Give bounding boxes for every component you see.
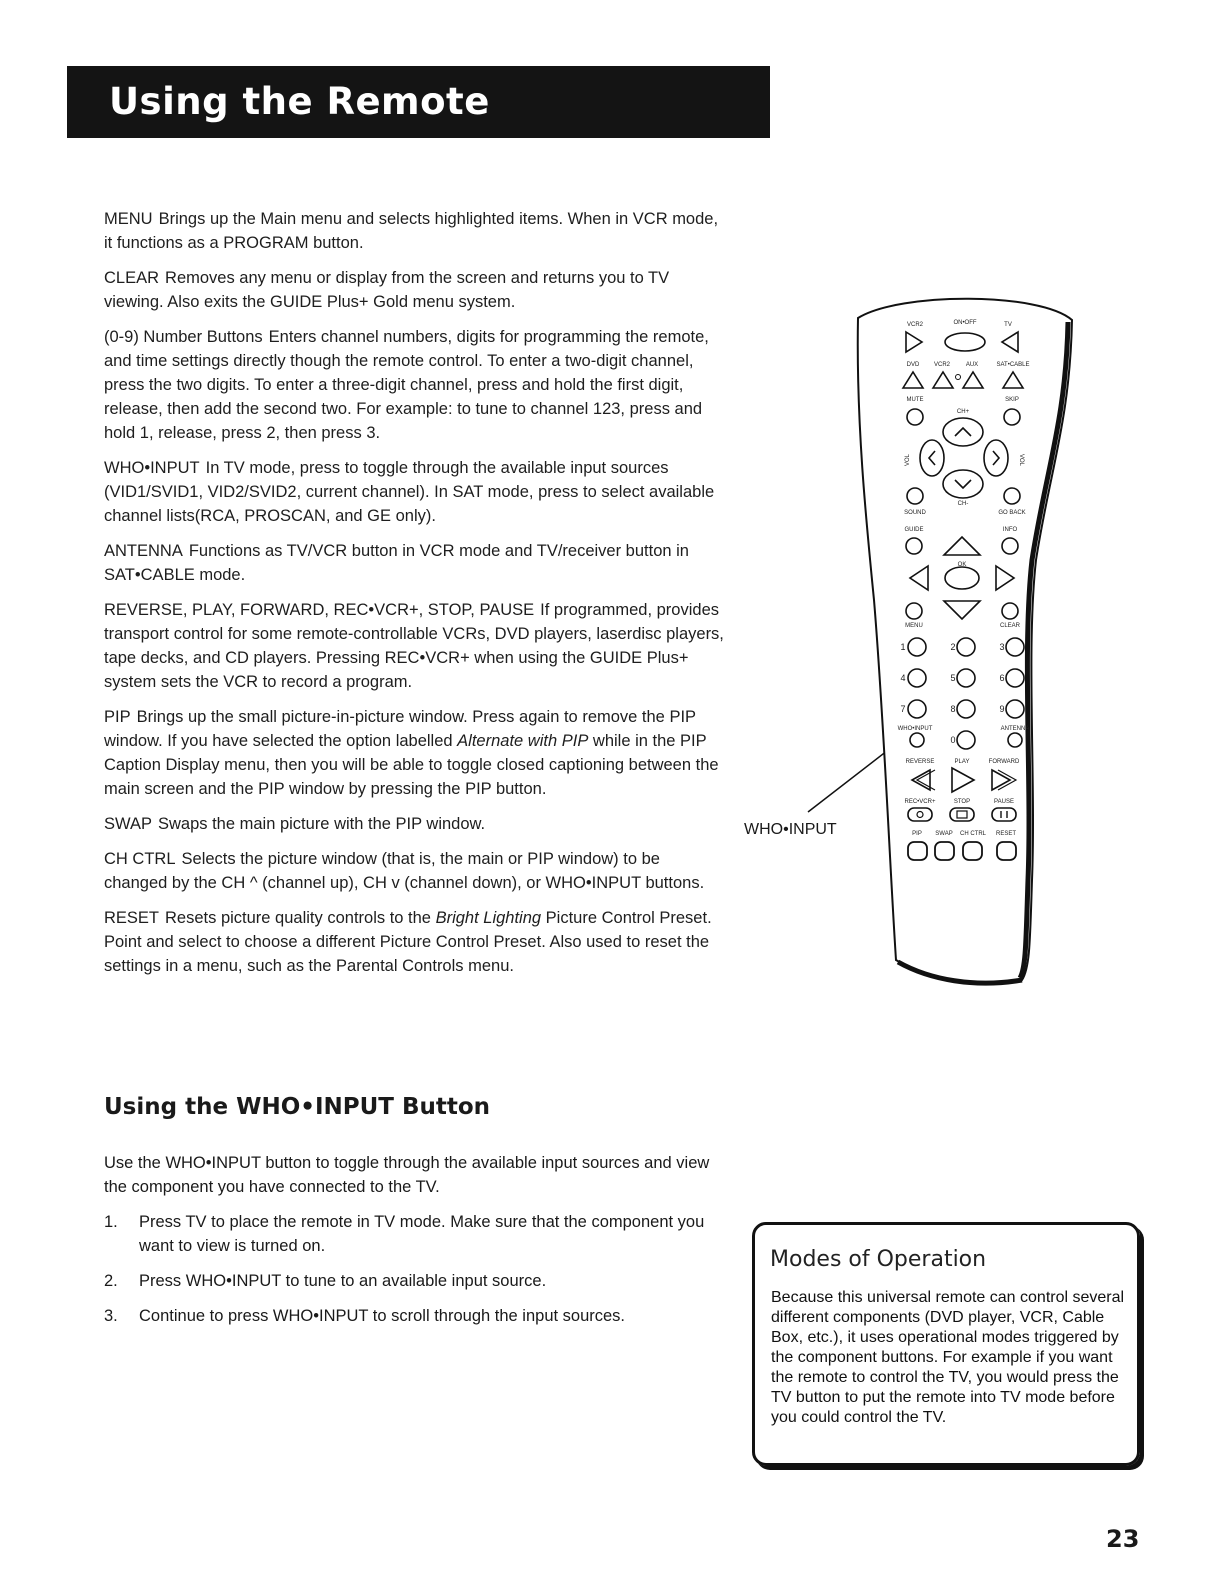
label-rec: REC•VCR+ (904, 799, 936, 805)
label-antenna: ANTENNA (1000, 726, 1030, 732)
label-dvd: DVD (906, 362, 920, 368)
list-item: 1. Press TV to place the remote in TV mode. Make sure that the component you want to view is turned on. (104, 1213, 705, 1255)
modes-of-operation-box (752, 1222, 1140, 1466)
label-forward: FORWARD (988, 759, 1020, 765)
desc-menu: MENU Brings up the Main menu and selects highlighted items. When in VCR mode, it functions as a PROGRAM button. (104, 210, 719, 252)
label-skip: SKIP (1005, 397, 1019, 403)
label-vcr2: VCR2 (933, 362, 951, 368)
label-clear: CLEAR (999, 623, 1021, 629)
label-digit-8: 8 (950, 704, 956, 714)
label-onoff: ON•OFF (953, 320, 977, 326)
label-ch-up: CH+ (956, 409, 970, 415)
label-sound: SOUND (904, 510, 926, 516)
desc-clear: CLEAR Removes any menu or display from the screen and returns you to TV viewing. Also exits the GUIDE Plus+ Gold menu system. (104, 269, 670, 311)
list-item: 3. Continue to press WHO•INPUT to scroll through the input sources. (104, 1307, 626, 1325)
desc-number-buttons: (0-9) Number Buttons Enters channel numbers, digits for programming the remote, and time settings directly though the remote control. To enter a two-digit channel, press the two digits. To enter a three-digit channel, press and hold the first digit, release, then add the second two. For example: to tune to channel 123, press and hold 1, release, press 2, then press 3. (104, 328, 709, 442)
label-ch-down: CH- (957, 501, 969, 507)
label-tv: TV (1004, 322, 1012, 328)
label-digit-1: 1 (900, 642, 906, 652)
label-goback: GO BACK (998, 510, 1026, 516)
label-chctrl: CH CTRL (959, 831, 987, 837)
label-pip: PIP (912, 831, 922, 837)
label-digit-7: 7 (900, 704, 906, 714)
label-digit-5: 5 (950, 673, 956, 683)
desc-ch-ctrl: CH CTRL Selects the picture window (that is, the main or PIP window) to be changed by the CH ^ (channel up), CH v (channel down), or WHO•INPUT buttons. (104, 850, 705, 892)
label-digit-6: 6 (999, 673, 1005, 683)
label-menu: MENU (905, 623, 923, 629)
label-vcr2-top: VCR2 (906, 322, 924, 328)
desc-transport: REVERSE, PLAY, FORWARD, REC•VCR+, STOP, PAUSE If programmed, provides transport control for some remote-controllable VCRs, DVD players, laserdisc players, tape decks, and CD players. Pressing REC•VCR+ when using the GUIDE Plus+ system sets the VCR to record a program. (104, 601, 724, 691)
label-whoinput: WHO•INPUT (897, 726, 933, 732)
desc-antenna: ANTENNA Functions as TV/VCR button in VCR mode and TV/receiver button in SAT•CABLE mode. (104, 542, 689, 584)
desc-swap: SWAP Swaps the main picture with the PIP window. (104, 815, 486, 833)
label-info: INFO (1002, 527, 1018, 533)
header-bar (67, 66, 770, 138)
remote-body (858, 299, 1072, 983)
section-heading: Using the WHO•INPUT Button (104, 1094, 491, 1120)
desc-pip: PIP Brings up the small picture-in-picture window. Press again to remove the PIP window. If you have selected the option labelled Alternate with PIP while in the PIP Caption Display menu, then you will be able to toggle closed captioning between the main screen and the PIP window by pressing the PIP button. (104, 708, 719, 798)
label-digit-2: 2 (950, 642, 956, 652)
modes-text: Because this universal remote can control several different components (DVD player, VCR, Cable Box, etc.), it uses operational modes triggered by the component buttons. For example if you want the remote to control the TV, you would press the TV button to put the remote into TV mode before you could control the TV. (771, 1289, 1125, 1426)
label-guide: GUIDE (904, 527, 924, 533)
page-title: Using the Remote (109, 80, 490, 123)
label-stop: STOP (953, 799, 971, 805)
section-intro: Use the WHO•INPUT button to toggle through the available input sources and view the component you have connected to the TV. (104, 1154, 710, 1196)
desc-who-input: WHO•INPUT In TV mode, press to toggle through the available input sources (VID1/SVID1, VID2/SVID2, current channel). In SAT mode, press to select available channel lists(RCA, PROSCAN, and GE only). (104, 459, 715, 525)
modes-title: Modes of Operation (770, 1247, 987, 1272)
label-reverse: REVERSE (905, 759, 935, 765)
who-input-callout: WHO•INPUT (744, 821, 837, 838)
label-ok: OK (957, 562, 967, 568)
button-descriptions (104, 207, 724, 989)
label-digit-9: 9 (999, 704, 1005, 714)
label-mute: MUTE (906, 397, 924, 403)
desc-reset: RESET Resets picture quality controls to the Bright Lighting Picture Control Preset. Point and select to choose a different Picture Control Preset. Also used to reset the settings in a menu, such as the Parental Controls menu. (104, 909, 712, 975)
label-digit-0: 0 (950, 735, 956, 745)
label-swap: SWAP (935, 831, 953, 837)
steps-list (104, 1210, 724, 1339)
label-pause: PAUSE (994, 799, 1014, 805)
label-play: PLAY (954, 759, 970, 765)
page-number: 23 (1106, 1525, 1140, 1553)
label-vol-right: VOL (1018, 453, 1024, 467)
label-digit-4: 4 (900, 673, 906, 683)
remote-illustration (700, 290, 1080, 990)
label-reset: RESET (995, 831, 1017, 837)
list-item: 2. Press WHO•INPUT to tune to an available input source. (104, 1272, 547, 1290)
label-digit-3: 3 (999, 642, 1005, 652)
label-vol-left: VOL (905, 453, 911, 467)
label-sat: SAT•CABLE (996, 362, 1030, 368)
label-aux: AUX (965, 362, 979, 368)
